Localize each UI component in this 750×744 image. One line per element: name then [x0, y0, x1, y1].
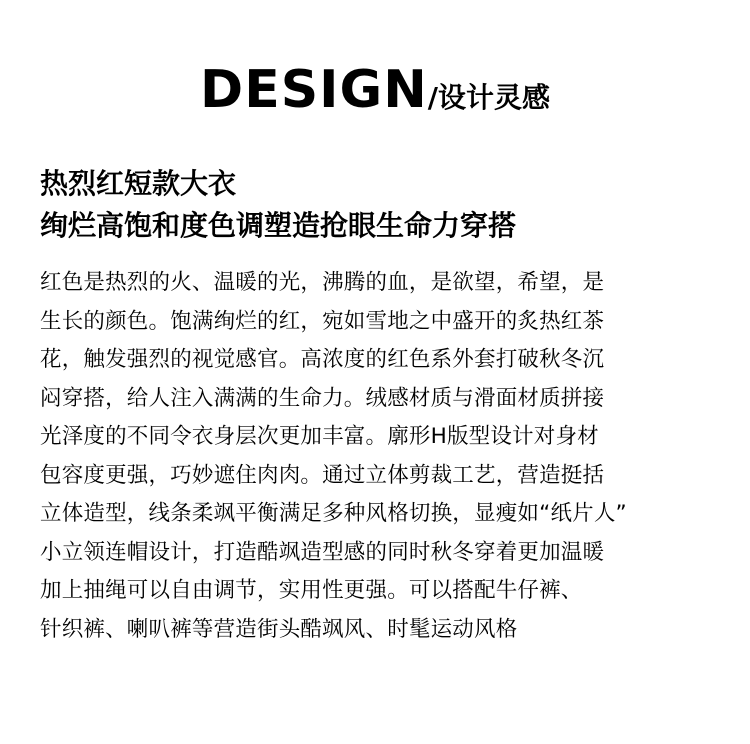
product-subtitle-line-2: 绚烂高饱和度色调塑造抢眼生命力穿搭 — [40, 209, 517, 242]
description-line: 立体造型，线条柔飒平衡满足多种风格切换，显瘦如“纸片人” — [40, 501, 627, 526]
heading-title-sub: /设计灵感 — [427, 81, 550, 114]
description-line: 小立领连帽设计，打造酷飒造型感的同时秋冬穿着更加温暖 — [40, 539, 605, 565]
description-line: 红色是热烈的火、温暖的光，沸腾的血，是欲望，希望，是 — [40, 270, 605, 295]
description-line: 光泽度的不同令衣身层次更加丰富。廓形H版型设计对身材 — [40, 424, 599, 449]
heading-title-main: DESIGN — [200, 60, 428, 120]
description-line: 针织裤、喇叭裤等营造街头酷飒风、时髦运动风格 — [40, 616, 518, 642]
description-line: 花，触发强烈的视觉感官。高浓度的红色系外套打破秋冬沉 — [40, 347, 605, 372]
description-line: 生长的颜色。饱满绚烂的红，宛如雪地之中盛开的炙热红茶 — [40, 308, 605, 334]
description-line: 加上抽绳可以自由调节，实用性更强。可以搭配牛仔裤、 — [40, 578, 583, 603]
page-heading — [0, 60, 750, 120]
description-line: 包容度更强，巧妙遮住肉肉。通过立体剪裁工艺，营造挺括 — [40, 462, 605, 488]
description-body — [40, 264, 730, 649]
description-line: 闷穿搭，给人注入满满的生命力。绒感材质与滑面材质拼接 — [40, 385, 605, 411]
product-subtitle-line-1: 热烈红短款大衣 — [40, 167, 237, 200]
